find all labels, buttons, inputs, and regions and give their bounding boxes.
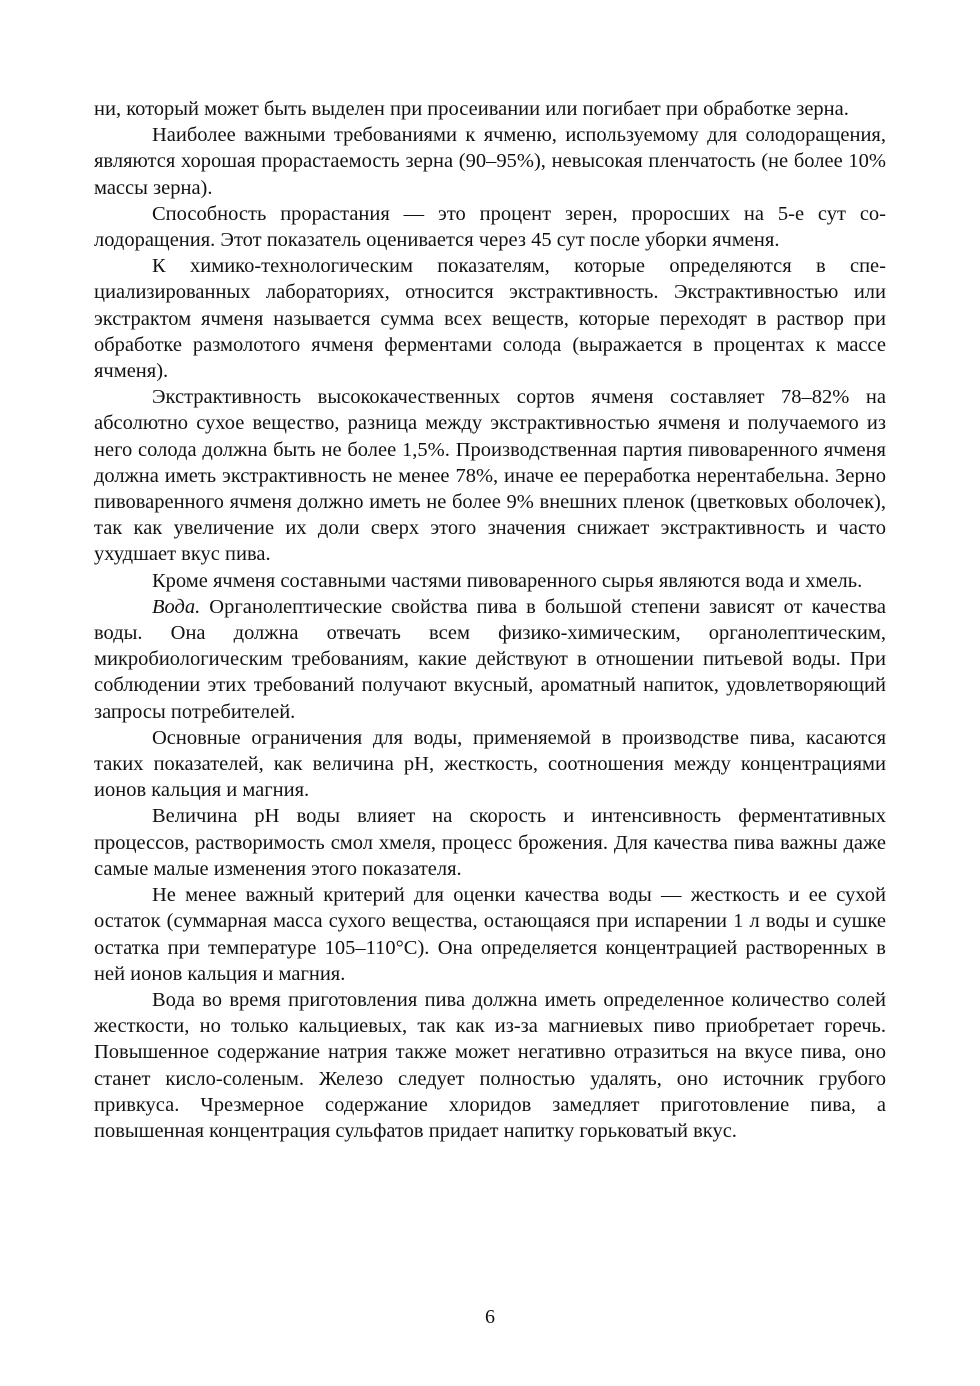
water-heading: Вода. [152, 595, 201, 618]
paragraph-ph: Величина pH воды влияет на скорость и интенсивность ферментативных процессов, растворимость смол хмеля, процесс брожения. Для качества пива важны даже самые малые изменения этого показателя. [94, 805, 886, 880]
paragraph-salts: Вода во время приготовления пива должна иметь определенное количество солей жесткости, но только кальциевых, так как из-за магниевых пиво приобретает горечь. Повышенное содержание натрия также может негативно отразиться на вкусе пива, оно станет кисло-соленым. Железо следует полностью удалять, оно источник грубого привкуса. Чрезмерное содержание хлоридов замедляет приготовление пива, а повышенная концентрация сульфатов придает напитку горьковатый вкус. [94, 988, 886, 1142]
paragraph-germination: Способность прорастания — это процент зерен, проросших на 5-е сут солодоращения. Этот показатель оценивается через 45 сут после уборки ячменя. [94, 202, 886, 252]
paragraph-raw-materials: Кроме ячменя составными частями пивоваренного сырья являются вода и хмель. [152, 569, 863, 592]
paragraph-extractivity: К химико-технологическим показателям, которые определяются в специализированных лабораториях, относится экстрактивность. Экстрактивностью или экстрактом ячменя называется сумма всех веществ, которые переходят в раствор при обработке размолотого ячменя ферментами солода (выражается в процентах к массе ячменя). [94, 255, 886, 383]
paragraph-continuation: ни, который может быть выделен при просеивании или погибает при обработке зерна. [94, 98, 849, 120]
paragraph-hardness: Не менее важный критерий для оценки качества воды — жесткость и ее сухой остаток (суммарная масса сухого вещества, остающаяся при испарении 1 л воды и сушке остатка при температуре 105–110°С). Она определяется концентрацией растворенных в ней ионов кальция и магния. [94, 884, 886, 985]
page-number: 6 [485, 1306, 495, 1328]
document-body [94, 96, 886, 1144]
paragraph-requirements: Наиболее важными требованиями к ячменю, используемому для солодоращения, являются хорошая прорастаемость зерна (90–95%), невысокая пленчатость (не более 10% массы зерна). [94, 124, 886, 199]
paragraph-extractivity-values: Экстрактивность высококачественных сортов ячменя составляет 78–82% на абсолютно сухое вещество, разница между экстрактивностью ячменя и получаемого из него солода должна быть не более 1,5%. Производственная партия пивоваренного ячменя должна иметь экстрактивность не менее 78%, иначе ее переработка нерентабельна. Зерно пивоваренного ячменя должно иметь не более 9% внешних пленок (цветковых оболочек), так как увеличение их доли сверх этого значения снижает экстрактивность и часто ухудшает вкус пива. [94, 386, 886, 566]
water-text: Органолептические свойства пива в большой степени зависят от качества воды. Она должна отвечать всем физико-химическим, органолептическим, микробиологическим требованиям, какие действуют в отношении питьевой воды. При соблюдении этих требований получают вкусный, ароматный напиток, удовлетворяющий запросы потребителей. [94, 595, 886, 723]
paragraph-water [94, 594, 886, 725]
paragraph-water-limits: Основные ограничения для воды, применяемой в производстве пива, касаются таких показателей, как величина pH, жесткость, соотношения между концентрациями ионов кальция и магния. [94, 726, 886, 802]
